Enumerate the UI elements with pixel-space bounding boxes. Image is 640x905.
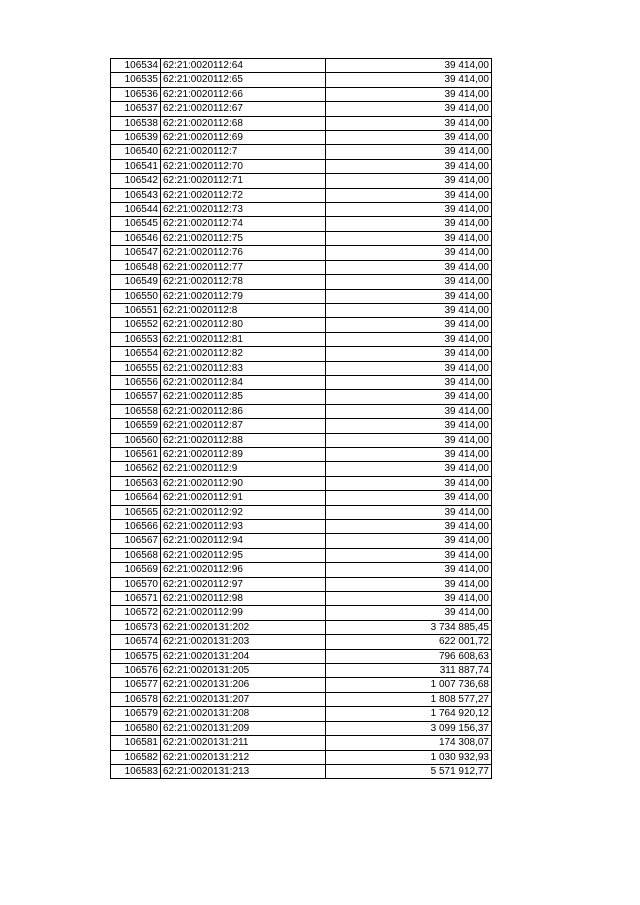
table-row [111, 102, 492, 116]
cadastral-value-cell: 39 414,00 [326, 159, 492, 173]
table-row [111, 174, 492, 188]
cadastral-number-cell: 62:21:0020112:64 [161, 59, 326, 73]
table-row [111, 764, 492, 778]
table-row [111, 433, 492, 447]
table-row [111, 375, 492, 389]
row-number-cell: 106563 [111, 476, 161, 490]
cadastral-value-cell: 39 414,00 [326, 246, 492, 260]
cadastral-value-cell: 39 414,00 [326, 116, 492, 130]
table-row [111, 275, 492, 289]
cadastral-number-cell: 62:21:0020112:71 [161, 174, 326, 188]
cadastral-value-cell: 39 414,00 [326, 87, 492, 101]
table-row [111, 476, 492, 490]
cadastral-number-cell: 62:21:0020131:202 [161, 620, 326, 634]
cadastral-number-cell: 62:21:0020112:65 [161, 73, 326, 87]
cadastral-value-cell: 39 414,00 [326, 289, 492, 303]
table-row [111, 606, 492, 620]
row-number-cell: 106550 [111, 289, 161, 303]
row-number-cell: 106538 [111, 116, 161, 130]
table-body [111, 59, 492, 779]
cadastral-number-cell: 62:21:0020112:76 [161, 246, 326, 260]
cadastral-value-cell: 1 764 920,12 [326, 707, 492, 721]
row-number-cell: 106571 [111, 592, 161, 606]
table-row [111, 145, 492, 159]
row-number-cell: 106560 [111, 433, 161, 447]
row-number-cell: 106582 [111, 750, 161, 764]
table-row [111, 678, 492, 692]
cadastral-number-cell: 62:21:0020112:75 [161, 231, 326, 245]
cadastral-value-cell: 1 007 736,68 [326, 678, 492, 692]
cadastral-number-cell: 62:21:0020112:73 [161, 203, 326, 217]
cadastral-number-cell: 62:21:0020112:78 [161, 275, 326, 289]
cadastral-value-cell: 1 030 932,93 [326, 750, 492, 764]
cadastral-value-cell: 39 414,00 [326, 419, 492, 433]
table-row [111, 59, 492, 73]
cadastral-value-cell: 39 414,00 [326, 145, 492, 159]
row-number-cell: 106575 [111, 649, 161, 663]
table-row [111, 303, 492, 317]
row-number-cell: 106579 [111, 707, 161, 721]
row-number-cell: 106543 [111, 188, 161, 202]
cadastral-number-cell: 62:21:0020112:84 [161, 375, 326, 389]
cadastral-value-cell: 39 414,00 [326, 491, 492, 505]
row-number-cell: 106549 [111, 275, 161, 289]
cadastral-value-cell: 39 414,00 [326, 188, 492, 202]
cadastral-value-cell: 39 414,00 [326, 476, 492, 490]
row-number-cell: 106555 [111, 361, 161, 375]
table-row [111, 707, 492, 721]
table-row [111, 505, 492, 519]
row-number-cell: 106565 [111, 505, 161, 519]
cadastral-number-cell: 62:21:0020112:89 [161, 447, 326, 461]
cadastral-number-cell: 62:21:0020112:8 [161, 303, 326, 317]
cadastral-number-cell: 62:21:0020112:83 [161, 361, 326, 375]
cadastral-value-cell: 39 414,00 [326, 260, 492, 274]
cadastral-number-cell: 62:21:0020112:95 [161, 548, 326, 562]
row-number-cell: 106577 [111, 678, 161, 692]
cadastral-value-cell: 39 414,00 [326, 592, 492, 606]
row-number-cell: 106580 [111, 721, 161, 735]
table-row [111, 534, 492, 548]
cadastral-number-cell: 62:21:0020131:209 [161, 721, 326, 735]
cadastral-value-cell: 39 414,00 [326, 73, 492, 87]
cadastral-number-cell: 62:21:0020112:93 [161, 520, 326, 534]
cadastral-number-cell: 62:21:0020112:80 [161, 318, 326, 332]
table-row [111, 131, 492, 145]
table-row [111, 620, 492, 634]
cadastral-value-cell: 39 414,00 [326, 217, 492, 231]
cadastral-value-cell: 39 414,00 [326, 174, 492, 188]
table-row [111, 332, 492, 346]
cadastral-number-cell: 62:21:0020112:68 [161, 116, 326, 130]
row-number-cell: 106574 [111, 635, 161, 649]
cadastral-value-cell: 39 414,00 [326, 361, 492, 375]
table-row [111, 577, 492, 591]
row-number-cell: 106558 [111, 404, 161, 418]
cadastral-number-cell: 62:21:0020112:72 [161, 188, 326, 202]
cadastral-number-cell: 62:21:0020131:206 [161, 678, 326, 692]
table-row [111, 231, 492, 245]
cadastral-value-cell: 39 414,00 [326, 577, 492, 591]
table-row [111, 361, 492, 375]
table-row [111, 750, 492, 764]
table-row [111, 260, 492, 274]
row-number-cell: 106567 [111, 534, 161, 548]
row-number-cell: 106539 [111, 131, 161, 145]
row-number-cell: 106542 [111, 174, 161, 188]
row-number-cell: 106548 [111, 260, 161, 274]
table-row [111, 736, 492, 750]
row-number-cell: 106544 [111, 203, 161, 217]
table-row [111, 318, 492, 332]
cadastral-number-cell: 62:21:0020131:204 [161, 649, 326, 663]
row-number-cell: 106583 [111, 764, 161, 778]
cadastral-number-cell: 62:21:0020112:82 [161, 347, 326, 361]
cadastral-number-cell: 62:21:0020131:207 [161, 692, 326, 706]
cadastral-number-cell: 62:21:0020112:66 [161, 87, 326, 101]
row-number-cell: 106535 [111, 73, 161, 87]
table-row [111, 692, 492, 706]
cadastral-value-table [110, 58, 492, 779]
cadastral-number-cell: 62:21:0020112:87 [161, 419, 326, 433]
cadastral-value-cell: 39 414,00 [326, 520, 492, 534]
table-row [111, 404, 492, 418]
row-number-cell: 106572 [111, 606, 161, 620]
cadastral-number-cell: 62:21:0020112:7 [161, 145, 326, 159]
table-row [111, 592, 492, 606]
cadastral-number-cell: 62:21:0020112:81 [161, 332, 326, 346]
cadastral-number-cell: 62:21:0020112:94 [161, 534, 326, 548]
cadastral-value-cell: 39 414,00 [326, 534, 492, 548]
row-number-cell: 106576 [111, 664, 161, 678]
row-number-cell: 106564 [111, 491, 161, 505]
cadastral-value-cell: 39 414,00 [326, 275, 492, 289]
table-row [111, 217, 492, 231]
table-row [111, 548, 492, 562]
cadastral-number-cell: 62:21:0020131:212 [161, 750, 326, 764]
cadastral-number-cell: 62:21:0020112:88 [161, 433, 326, 447]
table-row [111, 116, 492, 130]
cadastral-value-cell: 3 099 156,37 [326, 721, 492, 735]
row-number-cell: 106561 [111, 447, 161, 461]
cadastral-value-cell: 622 001,72 [326, 635, 492, 649]
cadastral-value-cell: 39 414,00 [326, 332, 492, 346]
table-row [111, 491, 492, 505]
cadastral-value-cell: 39 414,00 [326, 102, 492, 116]
table-row [111, 447, 492, 461]
cadastral-number-cell: 62:21:0020112:91 [161, 491, 326, 505]
cadastral-value-cell: 5 571 912,77 [326, 764, 492, 778]
row-number-cell: 106578 [111, 692, 161, 706]
cadastral-value-cell: 39 414,00 [326, 203, 492, 217]
cadastral-value-cell: 39 414,00 [326, 404, 492, 418]
row-number-cell: 106536 [111, 87, 161, 101]
cadastral-value-cell: 39 414,00 [326, 462, 492, 476]
table-row [111, 203, 492, 217]
table-row [111, 462, 492, 476]
cadastral-number-cell: 62:21:0020112:79 [161, 289, 326, 303]
cadastral-number-cell: 62:21:0020112:77 [161, 260, 326, 274]
table-row [111, 419, 492, 433]
cadastral-number-cell: 62:21:0020112:98 [161, 592, 326, 606]
table-row [111, 721, 492, 735]
cadastral-number-cell: 62:21:0020112:96 [161, 563, 326, 577]
table-row [111, 520, 492, 534]
cadastral-number-cell: 62:21:0020131:205 [161, 664, 326, 678]
row-number-cell: 106537 [111, 102, 161, 116]
row-number-cell: 106566 [111, 520, 161, 534]
table-row [111, 664, 492, 678]
row-number-cell: 106568 [111, 548, 161, 562]
row-number-cell: 106553 [111, 332, 161, 346]
row-number-cell: 106559 [111, 419, 161, 433]
cadastral-number-cell: 62:21:0020112:69 [161, 131, 326, 145]
cadastral-value-cell: 39 414,00 [326, 318, 492, 332]
cadastral-value-cell: 39 414,00 [326, 548, 492, 562]
cadastral-value-cell: 311 887,74 [326, 664, 492, 678]
row-number-cell: 106552 [111, 318, 161, 332]
cadastral-number-cell: 62:21:0020112:86 [161, 404, 326, 418]
row-number-cell: 106562 [111, 462, 161, 476]
cadastral-number-cell: 62:21:0020112:85 [161, 390, 326, 404]
cadastral-value-cell: 39 414,00 [326, 433, 492, 447]
table-row [111, 289, 492, 303]
row-number-cell: 106581 [111, 736, 161, 750]
row-number-cell: 106545 [111, 217, 161, 231]
table-row [111, 87, 492, 101]
row-number-cell: 106556 [111, 375, 161, 389]
cadastral-value-cell: 39 414,00 [326, 231, 492, 245]
cadastral-value-cell: 39 414,00 [326, 303, 492, 317]
row-number-cell: 106573 [111, 620, 161, 634]
cadastral-value-cell: 39 414,00 [326, 59, 492, 73]
row-number-cell: 106546 [111, 231, 161, 245]
table-row [111, 635, 492, 649]
cadastral-value-cell: 39 414,00 [326, 347, 492, 361]
cadastral-value-cell: 1 808 577,27 [326, 692, 492, 706]
row-number-cell: 106569 [111, 563, 161, 577]
table-row [111, 73, 492, 87]
row-number-cell: 106570 [111, 577, 161, 591]
table-row [111, 246, 492, 260]
cadastral-number-cell: 62:21:0020112:74 [161, 217, 326, 231]
cadastral-number-cell: 62:21:0020131:203 [161, 635, 326, 649]
table-row [111, 649, 492, 663]
cadastral-number-cell: 62:21:0020112:92 [161, 505, 326, 519]
cadastral-value-cell: 39 414,00 [326, 375, 492, 389]
cadastral-number-cell: 62:21:0020131:213 [161, 764, 326, 778]
table-row [111, 563, 492, 577]
table-row [111, 188, 492, 202]
cadastral-value-cell: 39 414,00 [326, 131, 492, 145]
row-number-cell: 106540 [111, 145, 161, 159]
cadastral-number-cell: 62:21:0020112:90 [161, 476, 326, 490]
cadastral-value-cell: 39 414,00 [326, 505, 492, 519]
cadastral-number-cell: 62:21:0020112:67 [161, 102, 326, 116]
row-number-cell: 106534 [111, 59, 161, 73]
cadastral-number-cell: 62:21:0020112:70 [161, 159, 326, 173]
cadastral-number-cell: 62:21:0020112:99 [161, 606, 326, 620]
row-number-cell: 106547 [111, 246, 161, 260]
table-row [111, 347, 492, 361]
cadastral-value-cell: 39 414,00 [326, 390, 492, 404]
cadastral-number-cell: 62:21:0020131:208 [161, 707, 326, 721]
row-number-cell: 106541 [111, 159, 161, 173]
cadastral-number-cell: 62:21:0020112:9 [161, 462, 326, 476]
row-number-cell: 106557 [111, 390, 161, 404]
cadastral-value-cell: 39 414,00 [326, 606, 492, 620]
cadastral-value-cell: 39 414,00 [326, 447, 492, 461]
cadastral-value-cell: 796 608,63 [326, 649, 492, 663]
row-number-cell: 106554 [111, 347, 161, 361]
cadastral-number-cell: 62:21:0020112:97 [161, 577, 326, 591]
cadastral-value-cell: 39 414,00 [326, 563, 492, 577]
cadastral-number-cell: 62:21:0020131:211 [161, 736, 326, 750]
row-number-cell: 106551 [111, 303, 161, 317]
cadastral-value-cell: 174 308,07 [326, 736, 492, 750]
cadastral-value-cell: 3 734 885,45 [326, 620, 492, 634]
table-row [111, 159, 492, 173]
table-row [111, 390, 492, 404]
